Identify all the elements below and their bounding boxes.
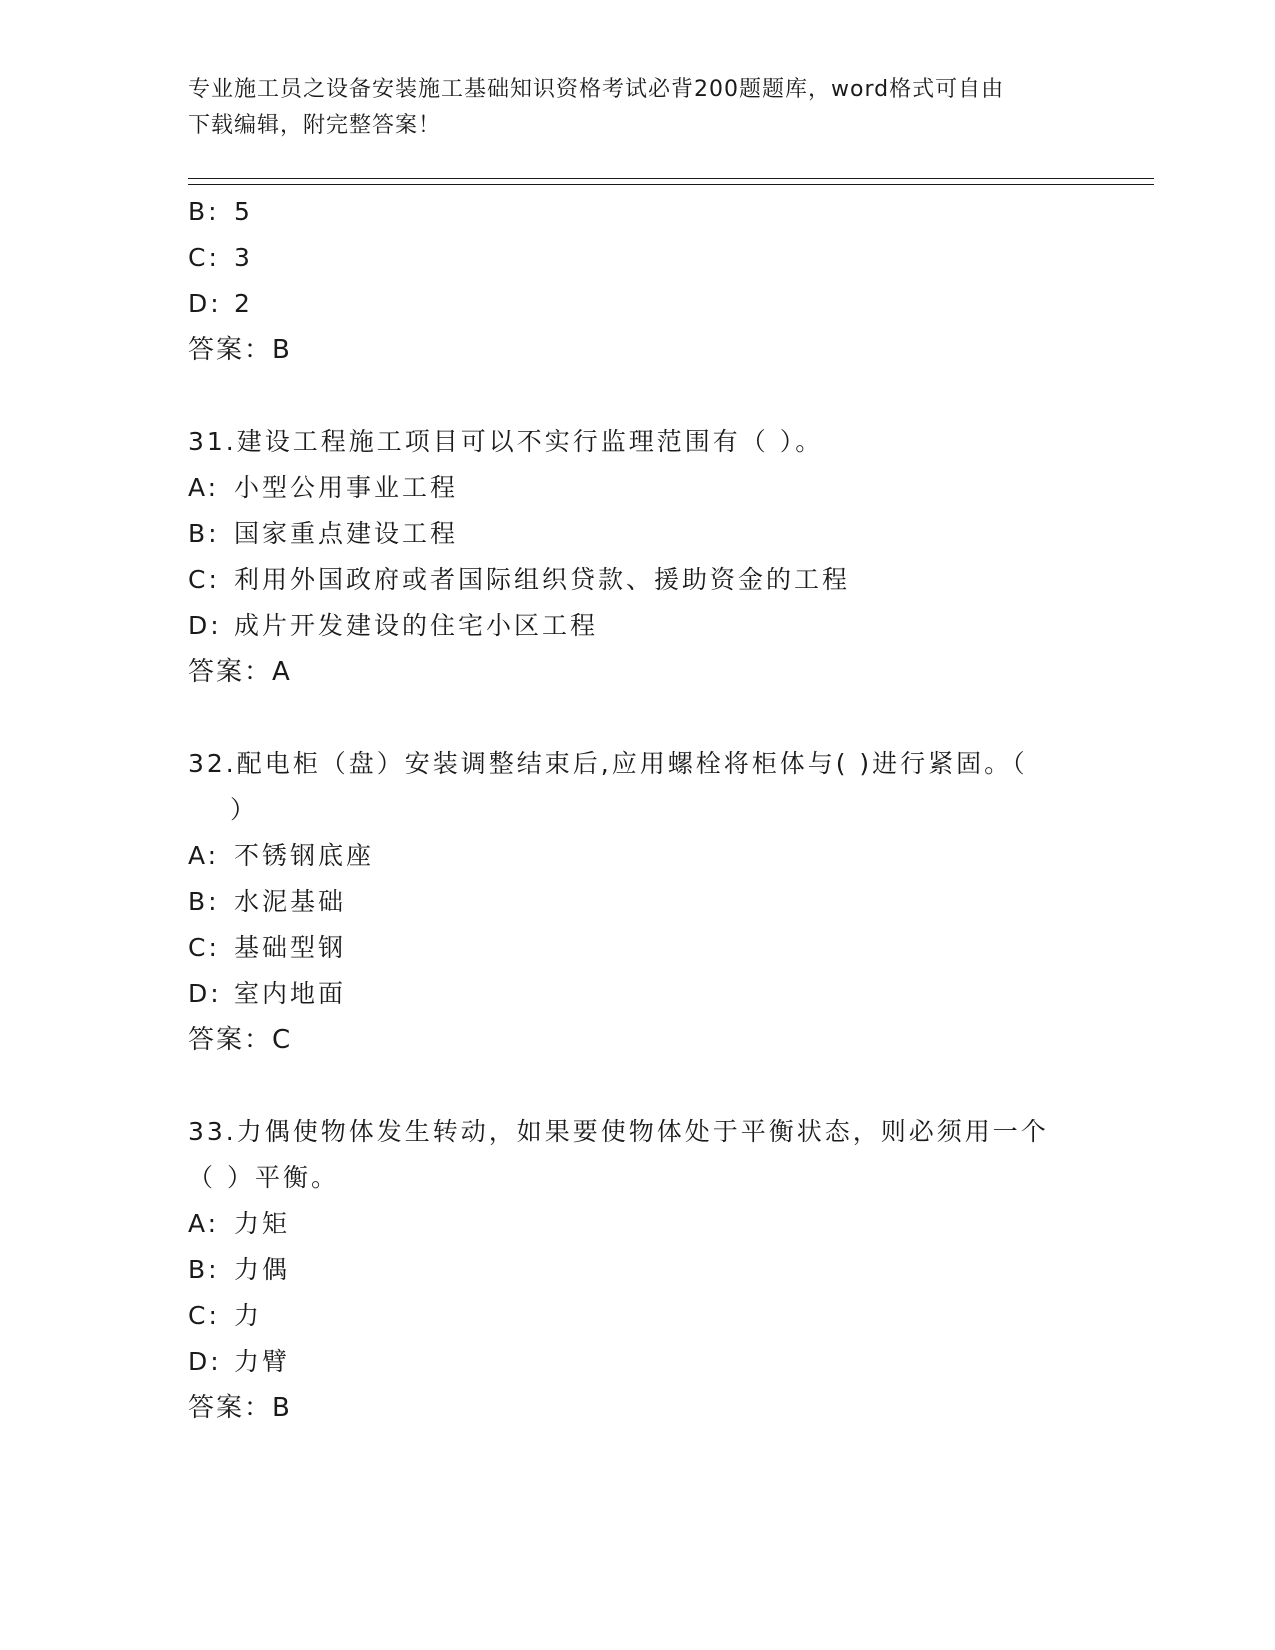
option-b bbox=[188, 1247, 1088, 1293]
option-key: C: bbox=[188, 243, 220, 272]
question-stem-continuation: （ ）平衡。 bbox=[188, 1163, 339, 1192]
spacer bbox=[188, 1063, 1088, 1109]
option-d bbox=[188, 603, 1088, 649]
option-text: 水泥基础 bbox=[234, 887, 347, 916]
option-key: A: bbox=[188, 473, 220, 502]
spacer bbox=[188, 695, 1088, 741]
option-a bbox=[188, 465, 1088, 511]
document-header bbox=[188, 72, 1088, 144]
option-d bbox=[188, 1339, 1088, 1385]
option-text: 利用外国政府或者国际组织贷款、援助资金的工程 bbox=[234, 565, 851, 594]
option-text: 国家重点建设工程 bbox=[234, 519, 459, 548]
question-stem: 31.建设工程施工项目可以不实行监理范围有（ ）。 bbox=[188, 427, 824, 456]
option-key: C: bbox=[188, 933, 220, 962]
option-key: B: bbox=[188, 1255, 220, 1284]
question-stem-continuation: ） bbox=[230, 795, 259, 824]
answer-line: 答案：B bbox=[188, 335, 292, 365]
option-d bbox=[188, 281, 1088, 327]
option-key: D: bbox=[188, 1347, 222, 1376]
option-text: 力偶 bbox=[234, 1255, 291, 1284]
question-block-32 bbox=[188, 741, 1088, 1063]
option-c bbox=[188, 235, 1088, 281]
option-key: C: bbox=[188, 1301, 220, 1330]
question-block-33 bbox=[188, 1109, 1088, 1431]
option-a bbox=[188, 833, 1088, 879]
option-text: 小型公用事业工程 bbox=[234, 473, 459, 502]
question-block-partial bbox=[188, 189, 1088, 373]
answer-line: 答案：C bbox=[188, 1025, 293, 1055]
question-block-31 bbox=[188, 419, 1088, 695]
option-text: 成片开发建设的住宅小区工程 bbox=[234, 611, 599, 640]
header-line-2: 下载编辑，附完整答案！ bbox=[188, 113, 442, 138]
option-text: 力臂 bbox=[234, 1347, 291, 1376]
option-key: D: bbox=[188, 611, 222, 640]
question-stem: 33.力偶使物体发生转动，如果要使物体处于平衡状态，则必须用一个 bbox=[188, 1117, 1049, 1146]
option-key: D: bbox=[188, 979, 222, 1008]
option-text: 力 bbox=[234, 1301, 263, 1330]
option-b bbox=[188, 189, 1088, 235]
spacer bbox=[188, 373, 1088, 419]
option-key: A: bbox=[188, 1209, 220, 1238]
option-d bbox=[188, 971, 1088, 1017]
answer-line: 答案：A bbox=[188, 657, 292, 687]
option-key: A: bbox=[188, 841, 220, 870]
option-text: 2 bbox=[234, 289, 253, 318]
option-b bbox=[188, 511, 1088, 557]
option-key: B: bbox=[188, 519, 220, 548]
option-text: 3 bbox=[234, 243, 253, 272]
option-c bbox=[188, 925, 1088, 971]
option-text: 室内地面 bbox=[234, 979, 347, 1008]
option-c bbox=[188, 1293, 1088, 1339]
header-double-rule bbox=[188, 178, 1154, 185]
option-a bbox=[188, 1201, 1088, 1247]
question-list bbox=[188, 189, 1088, 1431]
option-key: B: bbox=[188, 887, 220, 916]
option-b bbox=[188, 879, 1088, 925]
option-key: C: bbox=[188, 565, 220, 594]
option-key: D: bbox=[188, 289, 222, 318]
option-text: 5 bbox=[234, 197, 253, 226]
option-key: B: bbox=[188, 197, 220, 226]
header-line-1: 专业施工员之设备安装施工基础知识资格考试必背200题题库，word格式可自由 bbox=[188, 77, 1005, 102]
option-text: 不锈钢底座 bbox=[234, 841, 375, 870]
answer-line: 答案：B bbox=[188, 1393, 292, 1423]
option-text: 基础型钢 bbox=[234, 933, 347, 962]
question-stem: 32.配电柜（盘）安装调整结束后,应用螺栓将柜体与( )进行紧固。（ bbox=[188, 749, 1028, 778]
option-text: 力矩 bbox=[234, 1209, 291, 1238]
option-c bbox=[188, 557, 1088, 603]
